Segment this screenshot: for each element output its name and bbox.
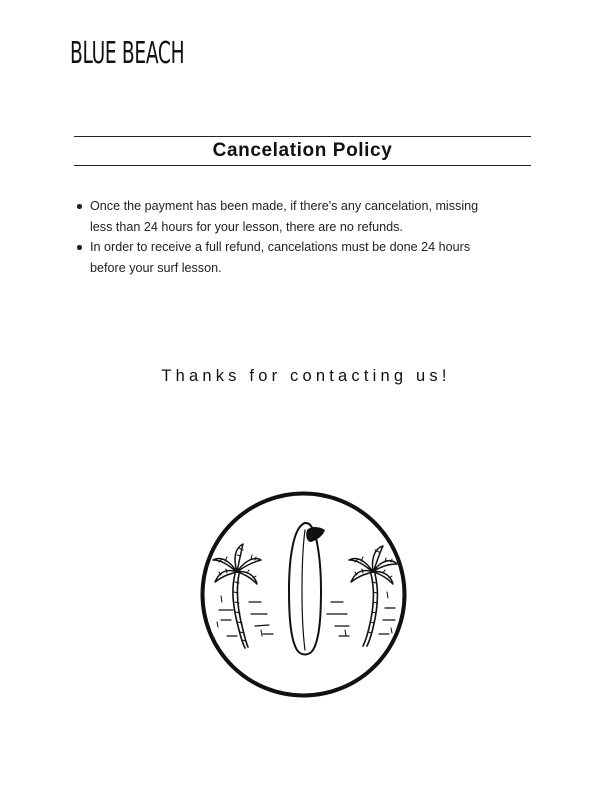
policy-item-line: Once the payment has been made, if there's any cancelation, missing [90,199,479,213]
surfboard-palm-trees-icon [199,490,408,699]
title-bottom-rule [74,165,531,166]
policy-item [90,196,530,237]
thanks-message: Thanks for contacting us! [161,367,451,385]
policy-item-line: less than 24 hours for your lesson, there are no refunds. [90,219,403,234]
bullet-icon [77,204,82,209]
bullet-icon [77,245,82,250]
section-title: Cancelation Policy [212,140,393,161]
policy-list [90,196,530,278]
policy-item [90,237,530,278]
title-top-rule [74,136,531,137]
policy-item-line: before your surf lesson. [90,260,222,275]
policy-item-line: In order to receive a full refund, cancelations must be done 24 hours [90,240,471,254]
brand-logo: BLUE BEACH [70,36,185,71]
